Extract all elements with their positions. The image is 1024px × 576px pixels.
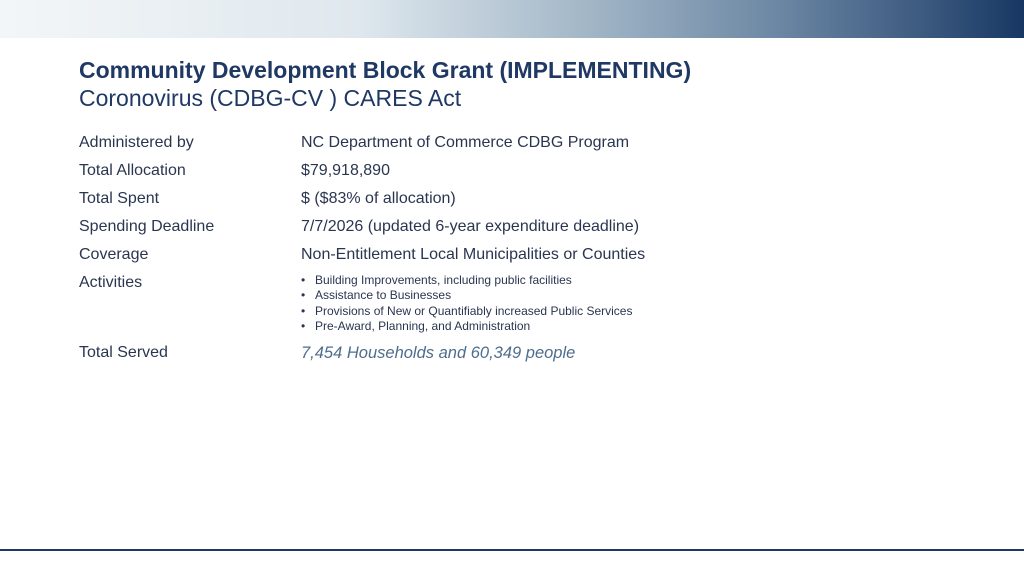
- row-administered-by: [79, 131, 959, 159]
- activities-value: [301, 271, 959, 335]
- activities-label: Activities: [79, 274, 143, 291]
- activity-item: • Assistance to Businesses: [301, 288, 959, 303]
- total-served-label: Total Served: [79, 344, 168, 361]
- program-info-table: [79, 131, 959, 369]
- total-served-value: 7,454 Households and 60,349 people: [301, 344, 576, 362]
- activity-item: • Provisions of New or Quantifiably increased Public Services: [301, 304, 959, 319]
- slide-subtitle: Coronovirus (CDBG-CV ) CARES Act: [79, 85, 462, 111]
- coverage-value: Non-Entitlement Local Municipalities or Counties: [301, 246, 646, 263]
- total-spent-label: Total Spent: [79, 190, 160, 207]
- total-allocation-value: $79,918,890: [301, 162, 390, 179]
- coverage-label: Coverage: [79, 246, 149, 263]
- header-gradient-band: [0, 0, 1024, 38]
- row-activities: [79, 271, 959, 341]
- row-total-allocation: [79, 159, 959, 187]
- spending-deadline-label: Spending Deadline: [79, 218, 215, 235]
- slide-title-block: [79, 56, 979, 112]
- total-spent-value: $ ($83% of allocation): [301, 190, 456, 207]
- total-allocation-label: Total Allocation: [79, 162, 186, 179]
- spending-deadline-value: 7/7/2026 (updated 6-year expenditure deadline): [301, 218, 640, 235]
- slide-title: Community Development Block Grant (IMPLEMENTING): [79, 57, 692, 83]
- administered-by-label: Administered by: [79, 134, 194, 151]
- row-total-served: [79, 341, 959, 369]
- activities-list: [301, 273, 959, 335]
- activity-item: • Building Improvements, including public facilities: [301, 273, 959, 288]
- footer-divider: [0, 549, 1024, 551]
- row-total-spent: [79, 187, 959, 215]
- activity-item: • Pre-Award, Planning, and Administration: [301, 319, 959, 334]
- administered-by-value: NC Department of Commerce CDBG Program: [301, 134, 630, 151]
- row-coverage: [79, 243, 959, 271]
- row-spending-deadline: [79, 215, 959, 243]
